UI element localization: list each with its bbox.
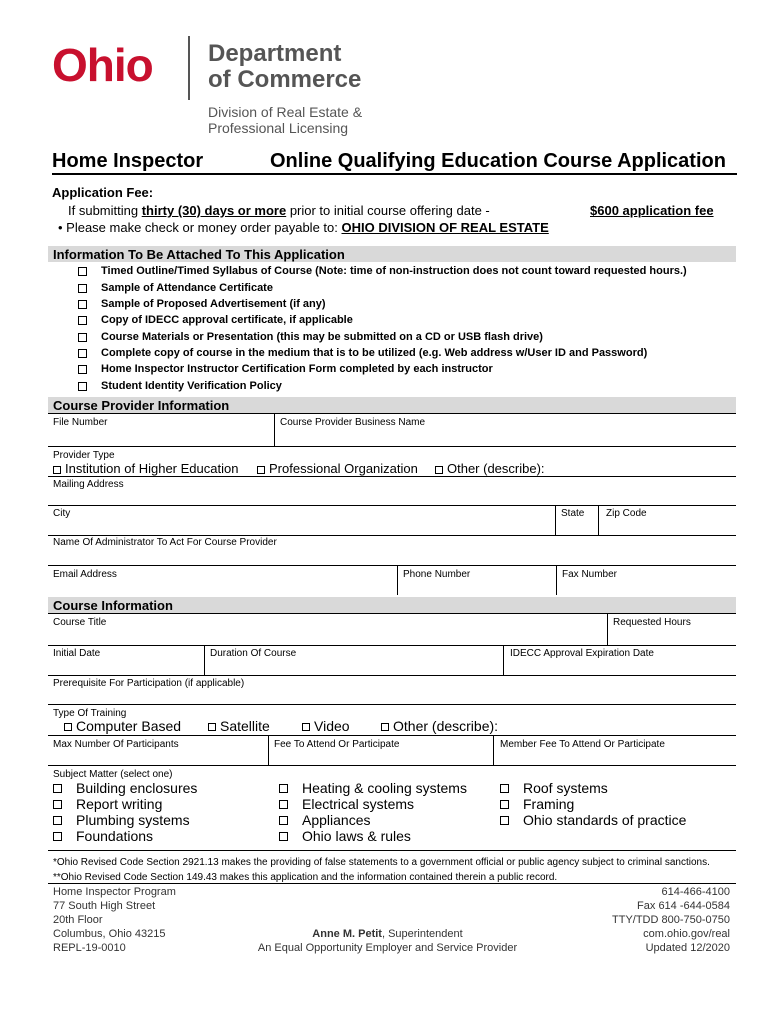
max-participants-label[interactable]: Max Number Of Participants bbox=[53, 739, 179, 750]
phone-label[interactable]: Phone Number bbox=[403, 569, 471, 580]
fee-payable: • Please make check or money order payable to: OHIO DIVISION OF REAL ESTATE bbox=[58, 220, 549, 235]
checkbox[interactable] bbox=[78, 365, 87, 374]
attach-item: Copy of IDECC approval certificate, if applicable bbox=[78, 314, 353, 326]
footer-phone: 614-466-4100 bbox=[661, 886, 730, 898]
divider bbox=[48, 850, 736, 851]
footer-eoe: An Equal Opportunity Employer and Service Provider bbox=[257, 942, 518, 954]
attach-item: Timed Outline/Timed Syllabus of Course (Note: time of non-instruction does not count toward requested hours.) bbox=[78, 265, 687, 277]
divider bbox=[555, 505, 556, 535]
divider bbox=[48, 565, 736, 566]
divider bbox=[48, 765, 736, 766]
provider-type-professional[interactable]: Professional Organization bbox=[257, 461, 418, 476]
provider-type-institution[interactable]: Institution of Higher Education bbox=[53, 461, 238, 476]
form-title-left: Home Inspector bbox=[52, 150, 204, 172]
footer-program: Home Inspector Program bbox=[53, 886, 176, 898]
attach-item: Sample of Proposed Advertisement (if any) bbox=[78, 298, 326, 310]
attach-item: Sample of Attendance Certificate bbox=[78, 282, 273, 294]
divider bbox=[48, 446, 736, 447]
division-line2: Professional Licensing bbox=[208, 120, 349, 136]
checkbox[interactable] bbox=[78, 349, 87, 358]
checkbox[interactable] bbox=[53, 784, 62, 793]
fax-label[interactable]: Fax Number bbox=[562, 569, 618, 580]
divider bbox=[48, 675, 736, 676]
footer-form-id: REPL-19-0010 bbox=[53, 942, 126, 954]
divider bbox=[556, 565, 557, 595]
logo-divider bbox=[188, 36, 190, 100]
form-title-right: Online Qualifying Education Course Application bbox=[270, 150, 726, 172]
checkbox[interactable] bbox=[78, 316, 87, 325]
training-computer-based[interactable]: Computer Based bbox=[64, 718, 181, 734]
file-number-label: File Number bbox=[53, 417, 108, 428]
administrator-label[interactable]: Name Of Administrator To Act For Course Provider bbox=[53, 537, 277, 548]
subject-matter-label: Subject Matter (select one) bbox=[53, 769, 173, 780]
title-rule bbox=[52, 173, 737, 175]
checkbox[interactable] bbox=[64, 723, 72, 731]
divider bbox=[503, 645, 504, 675]
checkbox[interactable] bbox=[279, 800, 288, 809]
fee-days: thirty (30) days or more bbox=[141, 203, 287, 218]
training-video[interactable]: Video bbox=[302, 718, 350, 734]
divider bbox=[493, 735, 494, 765]
fee-heading: Application Fee: bbox=[52, 185, 154, 200]
checkbox[interactable] bbox=[53, 816, 62, 825]
divider bbox=[48, 735, 736, 736]
subject-option[interactable]: Heating & cooling systems bbox=[279, 780, 467, 796]
provider-section-title: Course Provider Information bbox=[53, 398, 230, 413]
checkbox[interactable] bbox=[500, 784, 509, 793]
footer-street: 77 South High Street bbox=[53, 900, 156, 912]
subject-option[interactable]: Ohio laws & rules bbox=[279, 828, 411, 844]
footer-superintendent: Anne M. Petit, Superintendent bbox=[312, 928, 463, 940]
attach-item: Course Materials or Presentation (this may be submitted on a CD or USB flash drive) bbox=[78, 331, 543, 343]
footer-floor: 20th Floor bbox=[53, 914, 103, 926]
checkbox[interactable] bbox=[78, 267, 87, 276]
requested-hours-label[interactable]: Requested Hours bbox=[613, 617, 691, 628]
checkbox[interactable] bbox=[208, 723, 216, 731]
checkbox[interactable] bbox=[53, 466, 61, 474]
footer-updated: Updated 12/2020 bbox=[645, 942, 730, 954]
duration-label[interactable]: Duration Of Course bbox=[210, 648, 297, 659]
provider-type-label: Provider Type bbox=[53, 450, 115, 461]
idecc-expiration-label[interactable]: IDECC Approval Expiration Date bbox=[510, 648, 654, 659]
divider bbox=[48, 613, 736, 614]
member-fee-label[interactable]: Member Fee To Attend Or Participate bbox=[500, 739, 665, 750]
attach-section-title: Information To Be Attached To This Application bbox=[53, 247, 345, 262]
divider bbox=[48, 413, 736, 414]
checkbox[interactable] bbox=[500, 800, 509, 809]
footer-tty: TTY/TDD 800-750-0750 bbox=[612, 914, 730, 926]
course-section-title: Course Information bbox=[53, 598, 173, 613]
department-line2: of Commerce bbox=[208, 66, 362, 93]
checkbox[interactable] bbox=[279, 816, 288, 825]
checkbox[interactable] bbox=[78, 382, 87, 391]
fee-condition: If submitting thirty (30) days or more prior to initial course offering date - bbox=[68, 203, 490, 218]
checkbox[interactable] bbox=[78, 333, 87, 342]
subject-option[interactable]: Plumbing systems bbox=[53, 812, 190, 828]
subject-option[interactable]: Appliances bbox=[279, 812, 371, 828]
divider bbox=[48, 645, 736, 646]
division-line1: Division of Real Estate & bbox=[208, 104, 363, 120]
email-label[interactable]: Email Address bbox=[53, 569, 117, 580]
footer-city: Columbus, Ohio 43215 bbox=[53, 928, 166, 940]
state-label[interactable]: State bbox=[561, 508, 585, 519]
business-name-label: Course Provider Business Name bbox=[280, 417, 426, 428]
training-satellite[interactable]: Satellite bbox=[208, 718, 270, 734]
divider bbox=[274, 413, 275, 446]
divider bbox=[204, 645, 205, 675]
subject-option[interactable]: Ohio standards of practice bbox=[500, 812, 686, 828]
checkbox[interactable] bbox=[302, 723, 310, 731]
divider bbox=[607, 613, 608, 645]
initial-date-label[interactable]: Initial Date bbox=[53, 648, 101, 659]
checkbox[interactable] bbox=[279, 784, 288, 793]
checkbox[interactable] bbox=[500, 816, 509, 825]
ohio-logo: Ohio bbox=[52, 39, 153, 91]
subject-option[interactable]: Electrical systems bbox=[279, 796, 414, 812]
checkbox[interactable] bbox=[257, 466, 265, 474]
note-public-record: **Ohio Revised Code Section 149.43 makes this application and the information contained therein a public record. bbox=[53, 872, 558, 883]
subject-option[interactable]: Report writing bbox=[53, 796, 162, 812]
prerequisite-label[interactable]: Prerequisite For Participation (if applicable) bbox=[53, 678, 245, 689]
payee: OHIO DIVISION OF REAL ESTATE bbox=[341, 220, 549, 235]
course-title-label[interactable]: Course Title bbox=[53, 617, 107, 628]
checkbox[interactable] bbox=[435, 466, 443, 474]
subject-option[interactable]: Foundations bbox=[53, 828, 153, 844]
checkbox[interactable] bbox=[53, 832, 62, 841]
subject-option[interactable]: Roof systems bbox=[500, 780, 608, 796]
checkbox[interactable] bbox=[381, 723, 389, 731]
training-type-label: Type Of Training bbox=[53, 708, 127, 719]
checkbox[interactable] bbox=[78, 300, 87, 309]
divider bbox=[598, 505, 599, 535]
divider bbox=[397, 565, 398, 595]
footer-fax: Fax 614 -644-0584 bbox=[637, 900, 730, 912]
divider bbox=[48, 476, 736, 477]
training-other[interactable]: Other (describe): bbox=[381, 718, 498, 734]
department-line1: Department bbox=[208, 40, 342, 67]
mailing-address-label[interactable]: Mailing Address bbox=[53, 479, 124, 490]
divider bbox=[48, 704, 736, 705]
fee-amount: $600 application fee bbox=[590, 203, 714, 218]
provider-type-other[interactable]: Other (describe): bbox=[435, 461, 545, 476]
checkbox[interactable] bbox=[279, 832, 288, 841]
divider bbox=[48, 535, 736, 536]
divider bbox=[268, 735, 269, 765]
zip-label[interactable]: Zip Code bbox=[606, 508, 647, 519]
attach-item: Complete copy of course in the medium that is to be utilized (e.g. Web address w/User ID and Password) bbox=[78, 347, 647, 359]
attach-item: Student Identity Verification Policy bbox=[78, 380, 282, 392]
city-label[interactable]: City bbox=[53, 508, 71, 519]
divider bbox=[48, 505, 736, 506]
divider bbox=[48, 883, 736, 884]
fee-attend-label[interactable]: Fee To Attend Or Participate bbox=[274, 739, 400, 750]
subject-option[interactable]: Framing bbox=[500, 796, 574, 812]
footer-website[interactable]: com.ohio.gov/real bbox=[643, 928, 730, 940]
attach-item: Home Inspector Instructor Certification Form completed by each instructor bbox=[78, 363, 493, 375]
subject-option[interactable]: Building enclosures bbox=[53, 780, 197, 796]
checkbox[interactable] bbox=[53, 800, 62, 809]
note-false-statements: *Ohio Revised Code Section 2921.13 makes the providing of false statements to a government official or public agency subject to criminal sanctions. bbox=[53, 857, 710, 868]
checkbox[interactable] bbox=[78, 284, 87, 293]
